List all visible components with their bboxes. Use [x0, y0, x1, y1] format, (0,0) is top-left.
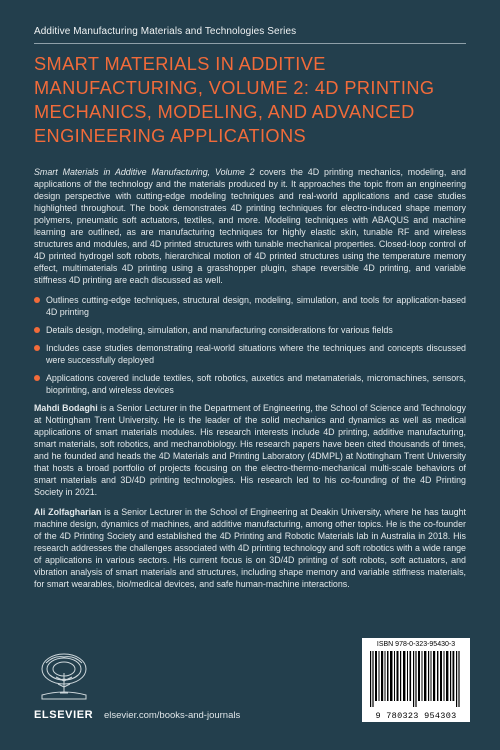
- orange-dot-icon: [34, 327, 40, 333]
- list-item-text: Outlines cutting-edge techniques, structural design, modeling, simulation, and tools for application-based 4D printing: [46, 295, 466, 317]
- list-item-text: Applications covered include textiles, soft robotics, auxetics and metamaterials, micromachines, sensors, bioprinting, and wireless devices: [46, 373, 466, 395]
- header-divider: [34, 43, 466, 44]
- author-name: Mahdi Bodaghi: [34, 403, 98, 413]
- list-item: [34, 324, 466, 336]
- orange-dot-icon: [34, 345, 40, 351]
- barcode-bars: [366, 651, 466, 707]
- elsevier-tree-logo-icon: [36, 651, 92, 703]
- barcode: [362, 638, 470, 722]
- list-item: [34, 294, 466, 318]
- description-paragraph: [34, 166, 466, 286]
- author-name: Ali Zolfagharian: [34, 507, 102, 517]
- orange-dot-icon: [34, 375, 40, 381]
- list-item: [34, 342, 466, 366]
- description-text: covers the 4D printing mechanics, modeling, and applications of the technology and the materials produced by it. It approaches the topic from an engineering design perspective with cutting-edge modeling techniques and real-world applications and case studies highlighted throughout. The book demonstrates 4D printing techniques for electro-induced shape memory polymers, pneumatic soft actuators, textiles, and more. Modeling techniques with ABAQUS and machine learning are outlined, as are manufacturing techniques for highly elastic skin, tunable RF and wireless structures and modules, and 4D printed structures with tunable mechanical properties. Closed-loop control of 4D printed hydrogel soft robots, hierarchical motion of 4D printed structures using the temperature memory effect, multimaterials 4D printing using a grasshopper plugin, shape reversible 4D printing, and variable stiffness 4D printing are each discussed as well.: [34, 167, 466, 285]
- publisher-name: ELSEVIER: [34, 709, 94, 721]
- list-item-text: Details design, modeling, simulation, and manufacturing considerations for various fields: [46, 325, 393, 335]
- description-title-italic: Smart Materials in Additive Manufacturing, Volume 2: [34, 167, 255, 177]
- book-title: SMART MATERIALS IN ADDITIVE MANUFACTURING, VOLUME 2: 4D PRINTING MECHANICS, MODELING, AND ADVANCED ENGINEERING APPLICATIONS: [34, 54, 435, 146]
- publisher-url[interactable]: elsevier.com/books-and-journals: [104, 710, 241, 721]
- author-bio-text: is a Senior Lecturer in the Department of Engineering, the School of Science and Technology at Nottingham Trent University. He is the leader of the solid mechanics and dynamics as well as medical applications of smart materials modules. His research interests include 4D printing, additive manufacturing, smart materials, soft robotics, and mechanobiology. His research papers have been cited thousands of times, and he founded and heads the 4D Materials and Printing Laboratory (4DMPL) at Nottingham Trent University that hosts a broad portfolio of projects focusing on the electro-thermo-mechanical multi-scale behaviors of smart materials and 3D/4D printing technologies. His research led to his co-founding of the 4D Printing Society in 2021.: [34, 403, 466, 497]
- list-item-text: Includes case studies demonstrating real-world situations where the techniques and concepts discussed were successfully deployed: [46, 343, 466, 365]
- author-bio-2: [34, 506, 466, 590]
- back-cover-text: [34, 166, 466, 590]
- author-bio-text: is a Senior Lecturer in the School of Engineering at Deakin University, where he has taught machine design, dynamics of machines, and additive manufacturing, among other topics. He is the co-founder of the 4D Printing Society and established the 4D Printing and Robotic Materials lab in Australia in 2018. His research addresses the challenges associated with 4D printing technology and soft robotics with a wide range of applications in various sectors. His current focus is on 3D/4D printing of soft robots, soft actuators, and vibration analysis of smart materials and structures, including shape memory and variable stiffness materials, for smart wearables, bio/medical devices, and safe human-machine interactions.: [34, 507, 467, 589]
- author-bio-1: [34, 402, 466, 498]
- feature-list: [34, 294, 466, 396]
- series-name: Additive Manufacturing Materials and Technologies Series: [34, 26, 297, 37]
- orange-dot-icon: [34, 297, 40, 303]
- isbn-number: ISBN 978-0-323-95430-3: [376, 641, 456, 648]
- list-item: [34, 372, 466, 396]
- barcode-number: 9 780323 954303: [375, 711, 457, 721]
